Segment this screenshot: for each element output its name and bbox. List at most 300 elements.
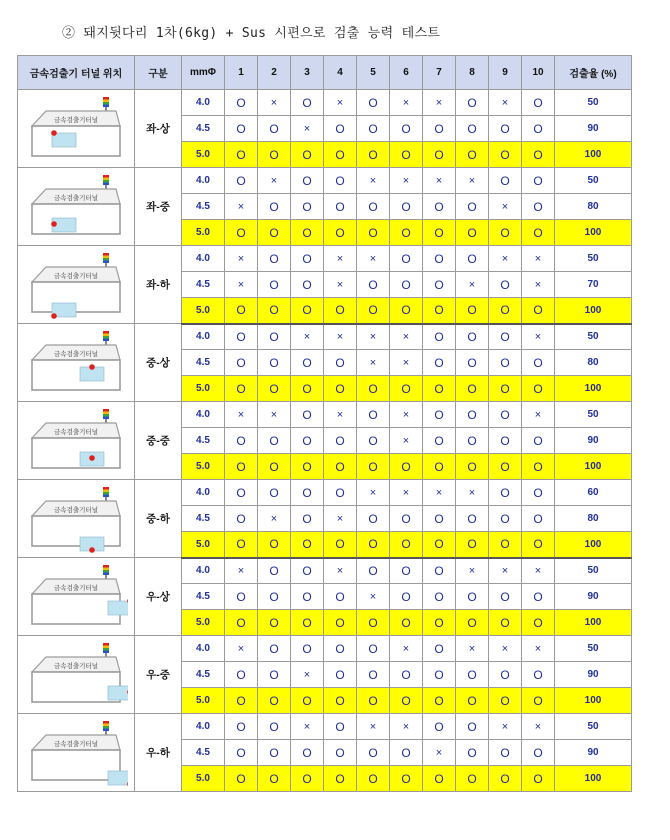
detected-mark: O (258, 740, 291, 766)
diameter-cell: 5.0 (182, 220, 225, 246)
detected-mark: O (489, 220, 522, 246)
detected-mark: O (456, 298, 489, 324)
detected-mark: O (258, 350, 291, 376)
detected-mark: O (456, 350, 489, 376)
missed-mark: × (357, 584, 390, 610)
position-label: 좌-중 (135, 168, 182, 246)
missed-mark: × (258, 168, 291, 194)
diameter-cell: 4.5 (182, 662, 225, 688)
header-trial: 1 (225, 56, 258, 90)
detected-mark: O (324, 194, 357, 220)
detected-mark: O (423, 688, 456, 714)
detected-mark: O (423, 506, 456, 532)
detected-mark: O (258, 194, 291, 220)
detected-mark: O (357, 532, 390, 558)
tunnel-diagram (24, 406, 128, 476)
missed-mark: × (456, 272, 489, 298)
missed-mark: × (357, 168, 390, 194)
diameter-cell: 4.0 (182, 324, 225, 350)
tunnel-diagram (24, 328, 128, 398)
detected-mark: O (225, 376, 258, 402)
missed-mark: × (390, 480, 423, 506)
svg-text:금속검출기터널: 금속검출기터널 (54, 739, 98, 748)
detected-mark: O (291, 740, 324, 766)
detected-mark: O (489, 454, 522, 480)
detection-rate-cell: 50 (555, 90, 632, 116)
missed-mark: × (390, 714, 423, 740)
diameter-cell: 4.0 (182, 558, 225, 584)
detected-mark: O (522, 740, 555, 766)
missed-mark: × (324, 558, 357, 584)
table-row (18, 168, 632, 194)
detected-mark: O (324, 220, 357, 246)
missed-mark: × (357, 714, 390, 740)
detected-mark: O (456, 506, 489, 532)
detected-mark: O (258, 246, 291, 272)
detected-mark: O (456, 584, 489, 610)
detected-mark: O (423, 376, 456, 402)
missed-mark: × (423, 168, 456, 194)
detected-mark: O (225, 506, 258, 532)
table-row (18, 246, 632, 272)
missed-mark: × (522, 272, 555, 298)
tunnel-diagram-cell (18, 636, 135, 714)
missed-mark: × (522, 246, 555, 272)
detected-mark: O (489, 272, 522, 298)
detected-mark: O (390, 558, 423, 584)
detected-mark: O (357, 272, 390, 298)
detection-rate-cell: 50 (555, 636, 632, 662)
missed-mark: × (522, 402, 555, 428)
detected-mark: O (291, 558, 324, 584)
detected-mark: O (456, 740, 489, 766)
header-trial: 4 (324, 56, 357, 90)
detection-rate-cell: 50 (555, 402, 632, 428)
detected-mark: O (291, 220, 324, 246)
position-label: 중-하 (135, 480, 182, 558)
missed-mark: × (225, 246, 258, 272)
missed-mark: × (291, 324, 324, 350)
detected-mark: O (291, 272, 324, 298)
detected-mark: O (225, 220, 258, 246)
detection-rate-cell: 100 (555, 688, 632, 714)
diameter-cell: 5.0 (182, 610, 225, 636)
detected-mark: O (456, 90, 489, 116)
detected-mark: O (324, 662, 357, 688)
detected-mark: O (258, 454, 291, 480)
missed-mark: × (489, 194, 522, 220)
detected-mark: O (225, 350, 258, 376)
detected-mark: O (522, 376, 555, 402)
detection-rate-cell: 80 (555, 194, 632, 220)
detected-mark: O (357, 662, 390, 688)
detected-mark: O (324, 428, 357, 454)
detected-mark: O (456, 428, 489, 454)
missed-mark: × (357, 324, 390, 350)
detected-mark: O (489, 402, 522, 428)
detected-mark: O (357, 506, 390, 532)
tunnel-diagram (24, 172, 128, 242)
detected-mark: O (324, 532, 357, 558)
detected-mark: O (357, 766, 390, 792)
header-trial: 3 (291, 56, 324, 90)
table-row (18, 636, 632, 662)
detected-mark: O (357, 740, 390, 766)
detected-mark: O (291, 506, 324, 532)
detected-mark: O (522, 116, 555, 142)
detection-rate-cell: 80 (555, 506, 632, 532)
missed-mark: × (456, 636, 489, 662)
diameter-cell: 5.0 (182, 142, 225, 168)
detected-mark: O (225, 142, 258, 168)
detected-mark: O (456, 688, 489, 714)
tunnel-diagram-cell (18, 246, 135, 324)
detected-mark: O (390, 454, 423, 480)
detected-mark: O (489, 506, 522, 532)
svg-text:금속검출기터널: 금속검출기터널 (54, 349, 98, 358)
missed-mark: × (390, 168, 423, 194)
detection-rate-cell: 100 (555, 766, 632, 792)
detected-mark: O (522, 194, 555, 220)
detected-mark: O (357, 194, 390, 220)
detected-mark: O (324, 298, 357, 324)
tunnel-diagram (24, 94, 128, 164)
detected-mark: O (489, 168, 522, 194)
detected-mark: O (390, 584, 423, 610)
detected-mark: O (324, 636, 357, 662)
detection-rate-cell: 60 (555, 480, 632, 506)
detected-mark: O (258, 636, 291, 662)
detected-mark: O (390, 506, 423, 532)
detected-mark: O (324, 480, 357, 506)
detected-mark: O (291, 350, 324, 376)
diameter-cell: 4.5 (182, 350, 225, 376)
detected-mark: O (291, 428, 324, 454)
detection-rate-cell: 90 (555, 116, 632, 142)
detected-mark: O (291, 194, 324, 220)
detected-mark: O (258, 272, 291, 298)
detected-mark: O (489, 298, 522, 324)
position-label: 중-중 (135, 402, 182, 480)
header-mm: mmΦ (182, 56, 225, 90)
detected-mark: O (423, 246, 456, 272)
detected-mark: O (225, 90, 258, 116)
detected-mark: O (258, 480, 291, 506)
detected-mark: O (423, 714, 456, 740)
detected-mark: O (390, 246, 423, 272)
detection-rate-cell: 90 (555, 428, 632, 454)
detected-mark: O (522, 90, 555, 116)
tunnel-diagram-cell (18, 714, 135, 792)
missed-mark: × (489, 90, 522, 116)
detected-mark: O (456, 376, 489, 402)
tunnel-diagram (24, 640, 128, 710)
missed-mark: × (258, 402, 291, 428)
detected-mark: O (390, 142, 423, 168)
missed-mark: × (456, 558, 489, 584)
tunnel-diagram-cell (18, 90, 135, 168)
detected-mark: O (357, 558, 390, 584)
detected-mark: O (225, 584, 258, 610)
missed-mark: × (390, 90, 423, 116)
detected-mark: O (423, 324, 456, 350)
diameter-cell: 5.0 (182, 688, 225, 714)
detected-mark: O (423, 532, 456, 558)
detected-mark: O (258, 766, 291, 792)
detected-mark: O (522, 220, 555, 246)
detected-mark: O (423, 272, 456, 298)
detected-mark: O (225, 428, 258, 454)
detection-rate-cell: 50 (555, 168, 632, 194)
missed-mark: × (357, 480, 390, 506)
missed-mark: × (225, 636, 258, 662)
detected-mark: O (291, 246, 324, 272)
missed-mark: × (522, 636, 555, 662)
detected-mark: O (291, 402, 324, 428)
header-row (18, 56, 632, 90)
detected-mark: O (522, 142, 555, 168)
svg-text:금속검출기터널: 금속검출기터널 (54, 193, 98, 202)
detected-mark: O (258, 662, 291, 688)
header-trial: 8 (456, 56, 489, 90)
detected-mark: O (522, 584, 555, 610)
detected-mark: O (423, 766, 456, 792)
missed-mark: × (522, 324, 555, 350)
detected-mark: O (522, 168, 555, 194)
header-trial: 7 (423, 56, 456, 90)
detected-mark: O (390, 740, 423, 766)
table-row (18, 90, 632, 116)
detection-rate-cell: 70 (555, 272, 632, 298)
detected-mark: O (423, 220, 456, 246)
missed-mark: × (324, 90, 357, 116)
diameter-cell: 4.5 (182, 584, 225, 610)
diameter-cell: 4.0 (182, 246, 225, 272)
tunnel-diagram-cell (18, 558, 135, 636)
diameter-cell: 4.0 (182, 90, 225, 116)
missed-mark: × (456, 480, 489, 506)
detected-mark: O (489, 350, 522, 376)
missed-mark: × (324, 324, 357, 350)
detected-mark: O (489, 688, 522, 714)
detected-mark: O (456, 610, 489, 636)
detected-mark: O (456, 246, 489, 272)
detected-mark: O (324, 584, 357, 610)
missed-mark: × (324, 272, 357, 298)
page-heading: ② 돼지뒷다리 1차(6kg) + Sus 시편으로 검출 능력 테스트 (62, 26, 441, 41)
detected-mark: O (258, 610, 291, 636)
missed-mark: × (522, 714, 555, 740)
detected-mark: O (390, 376, 423, 402)
detected-mark: O (423, 584, 456, 610)
detected-mark: O (456, 402, 489, 428)
detected-mark: O (522, 688, 555, 714)
detected-mark: O (291, 532, 324, 558)
detected-mark: O (258, 532, 291, 558)
detected-mark: O (522, 428, 555, 454)
detected-mark: O (489, 610, 522, 636)
detected-mark: O (324, 376, 357, 402)
detected-mark: O (225, 532, 258, 558)
detected-mark: O (357, 688, 390, 714)
detected-mark: O (489, 766, 522, 792)
detected-mark: O (258, 584, 291, 610)
detected-mark: O (456, 714, 489, 740)
tunnel-diagram-cell (18, 480, 135, 558)
detected-mark: O (489, 376, 522, 402)
detected-mark: O (423, 662, 456, 688)
missed-mark: × (225, 402, 258, 428)
detection-rate-cell: 100 (555, 610, 632, 636)
detection-rate-cell: 100 (555, 298, 632, 324)
detection-rate-cell: 100 (555, 454, 632, 480)
detected-mark: O (291, 584, 324, 610)
diameter-cell: 4.0 (182, 636, 225, 662)
missed-mark: × (423, 740, 456, 766)
detected-mark: O (225, 116, 258, 142)
detected-mark: O (324, 740, 357, 766)
detected-mark: O (390, 220, 423, 246)
detected-mark: O (291, 454, 324, 480)
missed-mark: × (390, 402, 423, 428)
detected-mark: O (258, 688, 291, 714)
missed-mark: × (390, 324, 423, 350)
detected-mark: O (324, 610, 357, 636)
detected-mark: O (324, 714, 357, 740)
detected-mark: O (357, 142, 390, 168)
detection-rate-cell: 100 (555, 532, 632, 558)
detected-mark: O (522, 506, 555, 532)
detected-mark: O (357, 428, 390, 454)
detected-mark: O (291, 688, 324, 714)
missed-mark: × (357, 246, 390, 272)
svg-text:금속검출기터널: 금속검출기터널 (54, 115, 98, 124)
detected-mark: O (225, 766, 258, 792)
detected-mark: O (291, 298, 324, 324)
detected-mark: O (225, 688, 258, 714)
detected-mark: O (291, 90, 324, 116)
tunnel-diagram-cell (18, 168, 135, 246)
table-row (18, 558, 632, 584)
missed-mark: × (357, 350, 390, 376)
detected-mark: O (357, 220, 390, 246)
diameter-cell: 4.5 (182, 740, 225, 766)
detected-mark: O (522, 662, 555, 688)
detected-mark: O (456, 324, 489, 350)
detected-mark: O (324, 142, 357, 168)
table-body (18, 90, 632, 792)
header-trial: 10 (522, 56, 555, 90)
position-label: 좌-하 (135, 246, 182, 324)
detected-mark: O (258, 558, 291, 584)
diameter-cell: 5.0 (182, 376, 225, 402)
detected-mark: O (357, 376, 390, 402)
diameter-cell: 4.0 (182, 480, 225, 506)
diameter-cell: 4.0 (182, 402, 225, 428)
missed-mark: × (258, 506, 291, 532)
header-trial: 5 (357, 56, 390, 90)
detected-mark: O (357, 610, 390, 636)
detected-mark: O (225, 168, 258, 194)
detected-mark: O (456, 766, 489, 792)
detected-mark: O (522, 766, 555, 792)
detected-mark: O (225, 662, 258, 688)
detected-mark: O (390, 116, 423, 142)
diameter-cell: 4.5 (182, 116, 225, 142)
detected-mark: O (489, 740, 522, 766)
detected-mark: O (291, 376, 324, 402)
missed-mark: × (489, 636, 522, 662)
missed-mark: × (291, 662, 324, 688)
missed-mark: × (423, 480, 456, 506)
table-row (18, 402, 632, 428)
missed-mark: × (324, 402, 357, 428)
diameter-cell: 5.0 (182, 766, 225, 792)
missed-mark: × (225, 194, 258, 220)
diameter-cell: 4.0 (182, 168, 225, 194)
detected-mark: O (258, 324, 291, 350)
detected-mark: O (423, 454, 456, 480)
detected-mark: O (324, 350, 357, 376)
detected-mark: O (291, 168, 324, 194)
diameter-cell: 4.5 (182, 194, 225, 220)
diameter-cell: 4.5 (182, 428, 225, 454)
detected-mark: O (225, 714, 258, 740)
detected-mark: O (489, 116, 522, 142)
diameter-cell: 4.0 (182, 714, 225, 740)
diameter-cell: 4.5 (182, 272, 225, 298)
detected-mark: O (357, 636, 390, 662)
detected-mark: O (324, 766, 357, 792)
detected-mark: O (390, 532, 423, 558)
detection-rate-cell: 50 (555, 246, 632, 272)
detected-mark: O (423, 636, 456, 662)
detected-mark: O (489, 324, 522, 350)
detected-mark: O (291, 766, 324, 792)
detected-mark: O (258, 298, 291, 324)
detection-rate-cell: 100 (555, 220, 632, 246)
tunnel-diagram-cell (18, 324, 135, 402)
detected-mark: O (357, 402, 390, 428)
detected-mark: O (522, 298, 555, 324)
detected-mark: O (456, 142, 489, 168)
detected-mark: O (390, 610, 423, 636)
detection-rate-cell: 50 (555, 714, 632, 740)
detected-mark: O (258, 714, 291, 740)
detected-mark: O (258, 428, 291, 454)
missed-mark: × (258, 90, 291, 116)
detected-mark: O (456, 532, 489, 558)
detected-mark: O (489, 480, 522, 506)
diameter-cell: 5.0 (182, 532, 225, 558)
svg-text:금속검출기터널: 금속검출기터널 (54, 427, 98, 436)
header-trial: 2 (258, 56, 291, 90)
missed-mark: × (390, 350, 423, 376)
detected-mark: O (225, 454, 258, 480)
missed-mark: × (489, 714, 522, 740)
detected-mark: O (324, 168, 357, 194)
detected-mark: O (291, 142, 324, 168)
missed-mark: × (291, 714, 324, 740)
detected-mark: O (522, 532, 555, 558)
detected-mark: O (357, 116, 390, 142)
diameter-cell: 4.5 (182, 506, 225, 532)
detection-rate-cell: 50 (555, 558, 632, 584)
missed-mark: × (324, 246, 357, 272)
missed-mark: × (423, 90, 456, 116)
table-row (18, 714, 632, 740)
detected-mark: O (489, 532, 522, 558)
